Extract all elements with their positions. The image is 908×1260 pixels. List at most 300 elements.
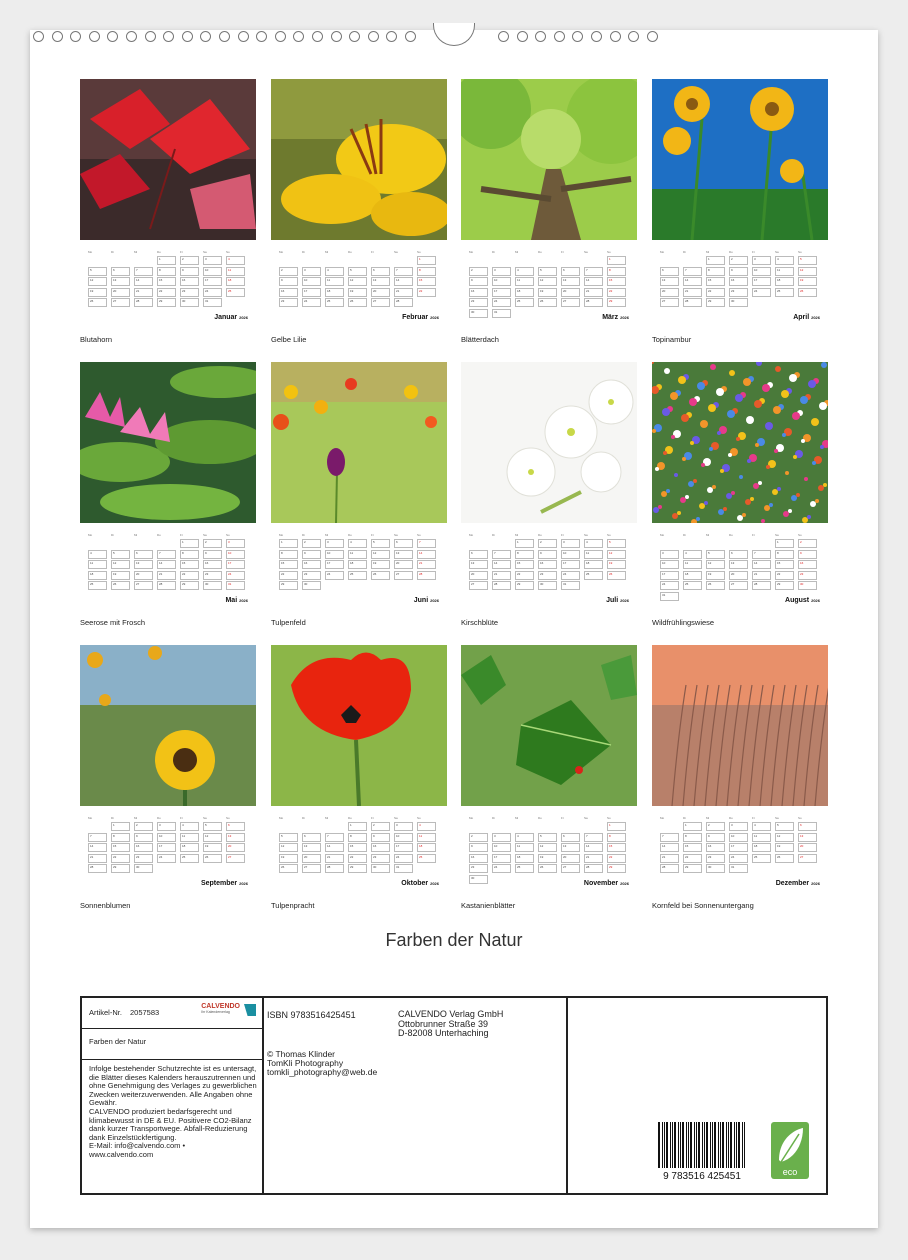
day-cell: 22: [706, 288, 725, 297]
eco-text: CALVENDO produziert bedarfsgerecht und klimabewusst in DE & EU. Positivere CO2-Bilanz dank kurzer Transportwege. Abfall-Reduzierung dank Einzelstückfertigung.: [89, 1106, 252, 1142]
day-cell: 2: [134, 822, 153, 831]
day-cell: 21: [660, 854, 679, 863]
day-cell: 30: [180, 298, 199, 307]
day-cell: 17: [660, 571, 679, 580]
isbn: ISBN 9783516425451: [267, 1010, 356, 1020]
day-cell: 31: [729, 864, 748, 873]
day-cell: 23: [798, 571, 817, 580]
weekday-label: Sa: [203, 250, 207, 254]
day-cell: 25: [417, 854, 436, 863]
day-cell: 8: [279, 550, 298, 559]
month-photo: [80, 362, 256, 523]
weekday-label: Fr: [180, 250, 183, 254]
weekday-label: So: [607, 816, 611, 820]
month-photo: [80, 645, 256, 806]
day-cell: 23: [706, 854, 725, 863]
month-label: Oktober: [401, 880, 431, 887]
day-cell: 28: [134, 298, 153, 307]
day-cell: 19: [775, 843, 794, 852]
weekday-label: Mo: [279, 816, 284, 820]
day-cell: 28: [417, 571, 436, 580]
weekday-label: Mi: [325, 250, 329, 254]
copyright: © Thomas Klinder: [267, 1049, 335, 1059]
weekday-label: So: [226, 250, 230, 254]
day-cell: 7: [325, 833, 344, 842]
weekday-label: Di: [111, 533, 114, 537]
day-cell: 24: [492, 298, 511, 307]
barcode: [654, 1122, 750, 1182]
day-cell: 13: [660, 277, 679, 286]
day-cell: 13: [561, 277, 580, 286]
day-cell: 8: [607, 267, 626, 276]
day-cell: 27: [660, 298, 679, 307]
day-cell: 24: [203, 288, 222, 297]
month-label: September: [200, 880, 240, 887]
weekday-label: Mo: [279, 250, 284, 254]
month-grid: [652, 533, 812, 597]
day-cell: 26: [348, 298, 367, 307]
day-cell: 30: [371, 864, 390, 873]
day-cell: 5: [88, 267, 107, 276]
day-cell: 12: [538, 843, 557, 852]
day-cell: 20: [660, 288, 679, 297]
day-cell: 11: [88, 560, 107, 569]
weekday-label: So: [417, 250, 421, 254]
weekday-label: Do: [157, 250, 161, 254]
day-cell: 20: [226, 843, 245, 852]
day-cell: 7: [492, 550, 511, 559]
weekday-label: Fr: [371, 816, 374, 820]
weekday-label: So: [417, 533, 421, 537]
day-cell: 27: [561, 864, 580, 873]
day-cell: 15: [706, 277, 725, 286]
day-cell: 28: [157, 581, 176, 590]
weekday-label: Mi: [515, 250, 519, 254]
month-year: 2026: [430, 315, 439, 320]
day-cell: 5: [203, 822, 222, 831]
month-photo: [461, 362, 637, 523]
day-cell: 11: [683, 560, 702, 569]
day-cell: 18: [417, 843, 436, 852]
day-cell: 14: [584, 843, 603, 852]
author-block: [267, 1050, 377, 1077]
weekday-label: Mi: [515, 533, 519, 537]
day-cell: 7: [584, 267, 603, 276]
month-7: [461, 362, 637, 632]
day-cell: 14: [417, 550, 436, 559]
weekday-label: So: [607, 250, 611, 254]
day-cell: 30: [538, 581, 557, 590]
day-cell: 19: [538, 288, 557, 297]
day-cell: 6: [302, 833, 321, 842]
photo-caption: Blutahorn: [80, 335, 113, 344]
day-cell: 5: [111, 550, 130, 559]
weekday-label: Fr: [180, 533, 183, 537]
day-cell: 12: [798, 267, 817, 276]
month-year: 2026: [430, 598, 439, 603]
weekday-label: Fr: [752, 816, 755, 820]
weekday-label: Fr: [371, 250, 374, 254]
weekday-label: Mo: [279, 533, 284, 537]
weekday-label: Mo: [660, 250, 665, 254]
day-cell: 2: [302, 539, 321, 548]
weekday-label: Sa: [584, 250, 588, 254]
month-photo: [652, 79, 828, 240]
product-row: [82, 1029, 262, 1060]
day-cell: 27: [469, 581, 488, 590]
day-cell: 4: [88, 550, 107, 559]
weekday-label: Do: [729, 816, 733, 820]
month-photo: [652, 645, 828, 806]
day-cell: 23: [729, 288, 748, 297]
day-cell: 30: [798, 581, 817, 590]
weekday-label: So: [417, 816, 421, 820]
day-cell: 2: [371, 822, 390, 831]
day-cell: 1: [111, 822, 130, 831]
day-cell: 7: [134, 267, 153, 276]
day-cell: 1: [348, 822, 367, 831]
weekday-label: Sa: [584, 816, 588, 820]
day-cell: 2: [706, 822, 725, 831]
month-grid: [271, 816, 431, 876]
day-cell: 1: [607, 822, 626, 831]
leaf-icon: [771, 1122, 809, 1179]
product-name: Farben der Natur: [89, 1037, 147, 1046]
weekday-label: Do: [348, 816, 352, 820]
binding-hole: [52, 31, 63, 42]
day-cell: 19: [706, 571, 725, 580]
article-label: Artikel-Nr.: [89, 1008, 122, 1017]
binding-hole: [145, 31, 156, 42]
month-grid: [80, 816, 240, 876]
day-cell: 4: [683, 550, 702, 559]
weekday-label: Di: [302, 816, 305, 820]
day-cell: 10: [729, 833, 748, 842]
day-cell: 10: [660, 560, 679, 569]
month-name: [401, 880, 439, 887]
weekday-label: So: [226, 816, 230, 820]
weekday-label: Fr: [180, 816, 183, 820]
day-cell: 7: [584, 833, 603, 842]
weekday-label: Mi: [325, 816, 329, 820]
month-year: 2026: [620, 315, 629, 320]
day-cell: 14: [394, 277, 413, 286]
day-cell: 20: [561, 288, 580, 297]
month-name: [776, 880, 820, 887]
day-cell: 9: [134, 833, 153, 842]
day-cell: 23: [203, 571, 222, 580]
month-6: [271, 362, 447, 632]
day-cell: 25: [515, 864, 534, 873]
day-cell: 31: [226, 581, 245, 590]
day-cell: 16: [469, 288, 488, 297]
month-grid: [80, 533, 240, 593]
website-text: www.calvendo.com: [89, 1149, 154, 1159]
month-1: [80, 79, 256, 349]
day-cell: 20: [111, 288, 130, 297]
day-cell: 1: [180, 539, 199, 548]
day-cell: 6: [394, 539, 413, 548]
weekday-label: Di: [302, 250, 305, 254]
day-cell: 22: [279, 571, 298, 580]
day-cell: 25: [584, 571, 603, 580]
weekday-label: Fr: [752, 533, 755, 537]
month-8: [652, 362, 828, 632]
day-cell: 30: [469, 875, 488, 884]
month-year: 2026: [620, 881, 629, 886]
day-cell: 28: [394, 298, 413, 307]
day-cell: 9: [180, 267, 199, 276]
day-cell: 14: [660, 843, 679, 852]
day-cell: 6: [111, 267, 130, 276]
binding-hole: [368, 31, 379, 42]
info-box: [80, 996, 828, 1195]
day-cell: 2: [798, 539, 817, 548]
day-cell: 28: [492, 581, 511, 590]
weekday-label: Fr: [561, 533, 564, 537]
day-cell: 13: [111, 277, 130, 286]
day-cell: 29: [515, 581, 534, 590]
day-cell: 28: [325, 864, 344, 873]
day-cell: 3: [226, 539, 245, 548]
binding-hole: [331, 31, 342, 42]
day-cell: 27: [302, 864, 321, 873]
day-cell: 23: [180, 288, 199, 297]
day-cell: 27: [111, 298, 130, 307]
binding-hole: [610, 31, 621, 42]
month-photo: [271, 645, 447, 806]
month-name: [201, 880, 248, 887]
day-cell: 8: [683, 833, 702, 842]
weekday-label: Do: [348, 250, 352, 254]
day-cell: 3: [325, 539, 344, 548]
month-grid: [80, 250, 240, 310]
day-cell: 3: [302, 267, 321, 276]
day-cell: 27: [134, 581, 153, 590]
day-cell: 31: [492, 309, 511, 318]
day-cell: 5: [279, 833, 298, 842]
day-cell: 19: [279, 854, 298, 863]
weekday-label: Mo: [660, 816, 665, 820]
day-cell: 9: [469, 843, 488, 852]
day-cell: 17: [729, 843, 748, 852]
day-cell: 9: [798, 550, 817, 559]
publisher-street: Ottobrunner Straße 39: [398, 1018, 489, 1029]
day-cell: 15: [180, 560, 199, 569]
legal-notice: [89, 1065, 259, 1160]
day-cell: 26: [371, 571, 390, 580]
day-cell: 29: [706, 298, 725, 307]
day-cell: 9: [279, 277, 298, 286]
day-cell: 12: [607, 550, 626, 559]
day-cell: 14: [752, 560, 771, 569]
day-cell: 8: [706, 267, 725, 276]
day-cell: 25: [348, 571, 367, 580]
day-cell: 12: [371, 550, 390, 559]
day-cell: 1: [279, 539, 298, 548]
info-column-right: [568, 998, 826, 1193]
barcode-digits: 9 783516 425451: [663, 1171, 741, 1182]
day-cell: 9: [203, 550, 222, 559]
binding-hole: [293, 31, 304, 42]
day-cell: 11: [180, 833, 199, 842]
day-cell: 6: [469, 550, 488, 559]
day-cell: 16: [729, 277, 748, 286]
day-cell: 16: [469, 854, 488, 863]
weekday-label: Sa: [775, 816, 779, 820]
day-cell: 17: [394, 843, 413, 852]
weekday-label: Di: [683, 250, 686, 254]
photo-caption: Sonnenblumen: [80, 901, 131, 910]
day-cell: 5: [775, 822, 794, 831]
day-cell: 9: [371, 833, 390, 842]
brand-subtitle: Ihr Kalenderverlag: [201, 1010, 230, 1014]
info-column-middle: [264, 998, 568, 1193]
photo-caption: Blätterdach: [461, 335, 499, 344]
day-cell: 22: [417, 288, 436, 297]
day-cell: 4: [775, 256, 794, 265]
day-cell: 4: [226, 256, 245, 265]
day-cell: 24: [325, 571, 344, 580]
day-cell: 10: [302, 277, 321, 286]
day-cell: 3: [660, 550, 679, 559]
day-cell: 20: [729, 571, 748, 580]
binding-hole: [572, 31, 583, 42]
day-cell: 18: [88, 571, 107, 580]
day-cell: 5: [538, 833, 557, 842]
month-9: [80, 645, 256, 915]
month-label: Februar: [402, 314, 431, 321]
month-year: 2026: [430, 881, 439, 886]
day-cell: 4: [180, 822, 199, 831]
month-name: [214, 314, 248, 321]
day-cell: 21: [584, 288, 603, 297]
day-cell: 23: [469, 864, 488, 873]
day-cell: 18: [226, 277, 245, 286]
day-cell: 11: [226, 267, 245, 276]
weekday-label: Sa: [203, 816, 207, 820]
photo-caption: Gelbe Lilie: [271, 335, 307, 344]
day-cell: 19: [371, 560, 390, 569]
day-cell: 7: [752, 550, 771, 559]
day-cell: 8: [607, 833, 626, 842]
binding-hole: [219, 31, 230, 42]
day-cell: 8: [348, 833, 367, 842]
day-cell: 1: [515, 539, 534, 548]
day-cell: 4: [325, 267, 344, 276]
day-cell: 29: [607, 298, 626, 307]
day-cell: 23: [134, 854, 153, 863]
day-cell: 20: [561, 854, 580, 863]
day-cell: 22: [348, 854, 367, 863]
day-cell: 11: [417, 833, 436, 842]
day-cell: 6: [226, 822, 245, 831]
photo-caption: Seerose mit Frosch: [80, 618, 146, 627]
weekday-label: Mo: [469, 816, 474, 820]
day-cell: 7: [157, 550, 176, 559]
day-cell: 4: [515, 267, 534, 276]
day-cell: 24: [729, 854, 748, 863]
month-grid: [271, 250, 431, 310]
weekday-label: Fr: [561, 816, 564, 820]
day-cell: 15: [417, 277, 436, 286]
weekday-label: Mi: [134, 250, 138, 254]
day-cell: 21: [417, 560, 436, 569]
day-cell: 12: [279, 843, 298, 852]
day-cell: 11: [775, 267, 794, 276]
weekday-label: So: [607, 533, 611, 537]
day-cell: 6: [371, 267, 390, 276]
day-cell: 30: [203, 581, 222, 590]
day-cell: 20: [469, 571, 488, 580]
month-year: 2026: [239, 881, 248, 886]
day-cell: 12: [775, 833, 794, 842]
brand-name: CALVENDO: [201, 1003, 240, 1010]
day-cell: 30: [706, 864, 725, 873]
day-cell: 10: [492, 277, 511, 286]
day-cell: 21: [157, 571, 176, 580]
day-cell: 5: [798, 256, 817, 265]
day-cell: 18: [180, 843, 199, 852]
day-cell: 16: [203, 560, 222, 569]
day-cell: 9: [538, 550, 557, 559]
studio-name: TomKli Photography: [267, 1058, 344, 1068]
hanger-hook: [433, 23, 475, 46]
month-label: März: [602, 314, 621, 321]
day-cell: 27: [561, 298, 580, 307]
day-cell: 10: [752, 267, 771, 276]
weekday-label: Do: [157, 816, 161, 820]
day-cell: 15: [775, 560, 794, 569]
month-label: Juni: [413, 597, 431, 604]
day-cell: 3: [492, 267, 511, 276]
day-cell: 31: [561, 581, 580, 590]
binding-hole: [163, 31, 174, 42]
month-name: [602, 314, 629, 321]
day-cell: 20: [371, 288, 390, 297]
day-cell: 16: [180, 277, 199, 286]
day-cell: 18: [515, 288, 534, 297]
month-photo: [271, 79, 447, 240]
day-cell: 13: [394, 550, 413, 559]
weekday-label: Mo: [660, 533, 665, 537]
day-cell: 8: [515, 550, 534, 559]
month-label: Mai: [225, 597, 240, 604]
day-cell: 4: [348, 539, 367, 548]
day-cell: 15: [607, 843, 626, 852]
day-cell: 26: [538, 298, 557, 307]
day-cell: 30: [302, 581, 321, 590]
day-cell: 3: [561, 539, 580, 548]
weekday-label: Di: [683, 533, 686, 537]
day-cell: 15: [683, 843, 702, 852]
photo-caption: Tulpenfeld: [271, 618, 306, 627]
day-cell: 5: [371, 539, 390, 548]
binding-hole: [70, 31, 81, 42]
day-cell: 2: [729, 256, 748, 265]
weekday-label: Do: [538, 816, 542, 820]
day-cell: 13: [469, 560, 488, 569]
month-grid: [461, 250, 621, 314]
day-cell: 2: [203, 539, 222, 548]
day-cell: 6: [134, 550, 153, 559]
calendar-title: Farben der Natur: [385, 930, 523, 950]
day-cell: 10: [325, 550, 344, 559]
day-cell: 29: [180, 581, 199, 590]
day-cell: 7: [88, 833, 107, 842]
binding-hole: [126, 31, 137, 42]
month-12: [652, 645, 828, 915]
